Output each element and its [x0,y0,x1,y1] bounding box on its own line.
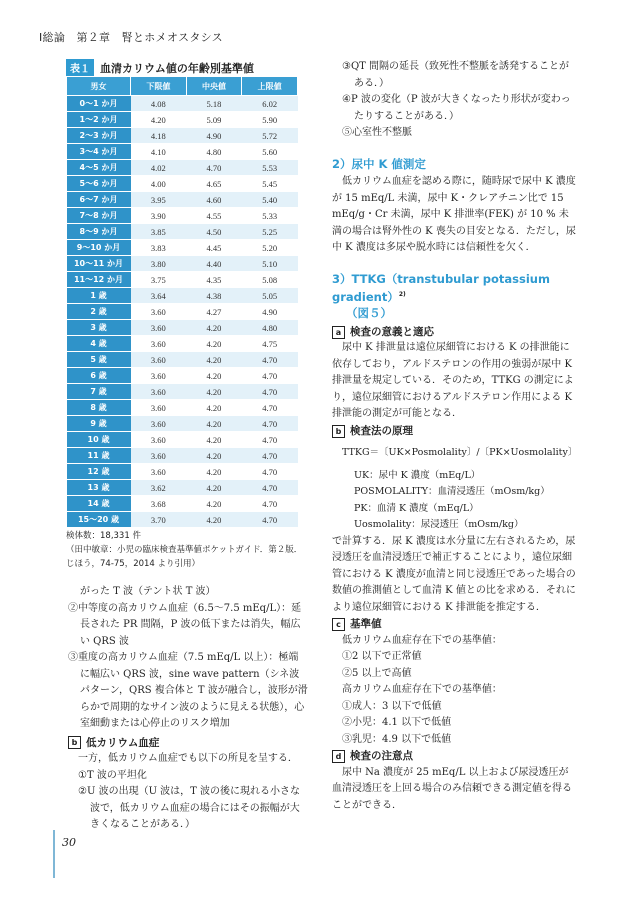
ttkg-figure-ref: （図５） [346,306,392,321]
age-cell: 11〜12 か月 [67,272,131,288]
hypok-item-2: ②U 波の出現（U 波は，T 波の後に現れる小さな波で，低カリウム血症の場合にはその振幅が大きくなることがある．） [78,786,301,830]
ttkg-d-badge: d [332,750,345,763]
median-cell: 4.90 [186,128,242,144]
upper-cell: 5.90 [242,112,298,128]
median-cell: 4.20 [186,352,242,368]
table-row [67,256,298,272]
lower-cell: 3.83 [131,240,187,256]
ref-high-k-1: ①成人：3 以下で低値 [342,700,442,712]
lower-cell: 3.70 [131,512,187,528]
upper-cell: 4.70 [242,448,298,464]
median-cell: 4.80 [186,144,242,160]
median-cell: 4.20 [186,480,242,496]
upper-cell: 4.70 [242,432,298,448]
table-row [67,288,298,304]
ttkg-a-title: 検査の意義と適応 [350,325,434,338]
lower-cell: 3.60 [131,416,187,432]
left-margin-rule [53,830,55,878]
hypok-heading [68,735,308,752]
def-pk: PK：血清 K 濃度（mEq/L） [354,502,479,514]
table-row [67,384,298,400]
section-urine-k-title: 2）尿中 K 値測定 [332,156,426,171]
ttkg-c-title: 基準値 [350,618,382,631]
table-row [67,448,298,464]
median-cell: 4.20 [186,320,242,336]
ttkg-d-body: 尿中 Na 濃度が 25 mEq/L 以上および尿浸透圧が血清浸透圧を上回る場合のみ信頼できる測定値を得ることができる． [332,766,572,811]
table-row [67,336,298,352]
table-row [67,512,298,528]
age-cell: 6 歳 [67,368,131,384]
ttkg-b-body: で計算する．尿 K 濃度は水分量に左右されるため，尿浸透圧を血清浸透圧で補正することにより，遠位尿細管における K 濃度が血清と同じ浸透圧であった場合の数値の推測値として血清 K 値との比を求める．それにより遠位尿細管における K 排泄能を推定する． [332,535,576,613]
upper-cell: 4.70 [242,464,298,480]
lower-cell: 3.60 [131,448,187,464]
lower-cell: 4.02 [131,160,187,176]
ecg-item-5: ⑤心室性不整脈 [342,127,412,138]
age-cell: 1〜2 か月 [67,112,131,128]
median-cell: 5.09 [186,112,242,128]
lower-cell: 3.60 [131,320,187,336]
upper-cell: 4.80 [242,320,298,336]
table-title-text: 血清カリウム値の年齢別基準値 [100,62,254,75]
ttkg-d-heading [332,748,576,765]
table-row [67,240,298,256]
table-row [67,272,298,288]
age-cell: 10 歳 [67,432,131,448]
upper-cell: 5.72 [242,128,298,144]
ttkg-a-badge: a [332,326,345,339]
upper-cell: 4.70 [242,480,298,496]
age-cell: 0〜1 か月 [67,96,131,112]
upper-cell: 5.40 [242,192,298,208]
median-cell: 4.50 [186,224,242,240]
median-cell: 4.20 [186,464,242,480]
table-row [67,112,298,128]
lower-cell: 4.00 [131,176,187,192]
age-cell: 14 歳 [67,496,131,512]
upper-cell: 4.70 [242,368,298,384]
lower-cell: 3.75 [131,272,187,288]
upper-cell: 4.75 [242,336,298,352]
age-cell: 2〜3 か月 [67,128,131,144]
lower-cell: 4.20 [131,112,187,128]
age-cell: 4〜5 か月 [67,160,131,176]
upper-cell: 4.70 [242,416,298,432]
upper-cell: 5.60 [242,144,298,160]
upper-cell: 4.70 [242,496,298,512]
header-median: 中央値 [186,77,242,96]
upper-cell: 5.05 [242,288,298,304]
table-row [67,400,298,416]
lower-cell: 3.80 [131,256,187,272]
header-lower: 下限値 [131,77,187,96]
lower-cell: 3.60 [131,336,187,352]
age-cell: 6〜7 か月 [67,192,131,208]
ttkg-formula: TTKG＝〔UK×Posmolality〕/〔PK×Uosmolality〕 [342,447,578,459]
age-cell: 7 歳 [67,384,131,400]
hypok-badge: b [68,736,81,749]
table-row [67,304,298,320]
median-cell: 4.60 [186,192,242,208]
hypok-title: 低カリウム血症 [86,736,160,749]
age-cell: 1 歳 [67,288,131,304]
age-cell: 7〜8 か月 [67,208,131,224]
table-row [67,192,298,208]
running-header: Ⅰ総論 第２章 腎とホメオスタシス [39,31,223,44]
ref-low-k-1: ①2 以下で正常値 [342,651,422,663]
hypok-item-1: ①T 波の平坦化 [78,769,147,781]
upper-cell: 5.33 [242,208,298,224]
median-cell: 4.20 [186,384,242,400]
table-row [67,144,298,160]
lower-cell: 3.60 [131,352,187,368]
age-cell: 2 歳 [67,304,131,320]
lower-cell: 3.60 [131,384,187,400]
ecg-item-3: ③QT 間隔の延長（致死性不整脈を誘発することがある．） [342,61,570,89]
upper-cell: 4.70 [242,384,298,400]
ref-high-k-2: ②小児：4.1 以下で低値 [342,717,452,729]
table-row [67,416,298,432]
median-cell: 4.35 [186,272,242,288]
median-cell: 4.70 [186,160,242,176]
age-cell: 3 歳 [67,320,131,336]
lower-cell: 3.68 [131,496,187,512]
median-cell: 4.20 [186,368,242,384]
ref-low-k-2: ②5 以上で高値 [342,667,412,679]
age-cell: 11 歳 [67,448,131,464]
upper-cell: 4.90 [242,304,298,320]
age-cell: 15〜20 歳 [67,512,131,528]
median-cell: 4.65 [186,176,242,192]
median-cell: 4.20 [186,400,242,416]
upper-cell: 4.70 [242,400,298,416]
lower-cell: 3.60 [131,464,187,480]
lower-cell: 3.62 [131,480,187,496]
page-number: 30 [62,836,76,849]
lower-cell: 3.60 [131,304,187,320]
ref-high-k-3: ③乳児：4.9 以下で低値 [342,733,452,745]
upper-cell: 4.70 [242,352,298,368]
table-row [67,480,298,496]
def-posm: POSMOLALITY：血清浸透圧（mOsm/kg） [354,486,550,498]
age-cell: 4 歳 [67,336,131,352]
ttkg-b-badge: b [332,425,345,438]
age-cell: 8〜9 か月 [67,224,131,240]
age-cell: 5〜6 か月 [67,176,131,192]
section-ttkg-title [332,271,576,306]
median-cell: 4.20 [186,432,242,448]
median-cell: 4.55 [186,208,242,224]
upper-cell: 6.02 [242,96,298,112]
table-row [67,224,298,240]
age-cell: 9〜10 か月 [67,240,131,256]
header-sex: 男女 [67,77,131,96]
table-row [67,432,298,448]
median-cell: 4.27 [186,304,242,320]
right-column [332,59,576,814]
header-upper: 上限値 [242,77,298,96]
upper-cell: 5.53 [242,160,298,176]
def-uk: UK：尿中 K 濃度（mEq/L） [354,469,481,481]
upper-cell: 5.45 [242,176,298,192]
ttkg-a-body: 尿中 K 排泄量は遠位尿細管における K の排泄能に依存しており，アルドステロンの作用の強弱が尿中 K 排泄量を規定している．そのため，TTKG の測定により，遠位尿細管におけるアルドステロン作用による K 排泄能の測定が可能となる． [332,342,574,420]
median-cell: 4.20 [186,512,242,528]
table-header-row [67,77,298,96]
hypok-intro: 一方，低カリウム血症でも以下の所見を呈する． [78,753,298,764]
table-row [67,160,298,176]
potassium-reference-table [66,76,298,528]
ttkg-b-heading [332,423,576,440]
lower-cell: 4.08 [131,96,187,112]
table-row [67,208,298,224]
lower-cell: 3.60 [131,400,187,416]
lower-cell: 3.95 [131,192,187,208]
median-cell: 4.20 [186,448,242,464]
upper-cell: 5.10 [242,256,298,272]
ttkg-b-title: 検査法の原理 [350,424,413,437]
hyperk-item-1-cont: がった T 波（テント状 T 波） [80,586,216,597]
table-row [67,320,298,336]
ref-high-k-label: 高カリウム血症存在下での基準値： [342,684,502,696]
age-cell: 5 歳 [67,352,131,368]
section-urine-k-body: 低カリウム血症を認める際に，随時尿で尿中 K 濃度が 15 mEq/L 未満，尿中 K・クレアチニン比で 15 mEq/g・Cr 未満，尿中 K 排泄率(FEK) が 10 % 未満の場合は腎外性の K 喪失の目安となる．ただし，尿中 K 濃度は多尿や脱水時には信頼性を欠く． [332,176,576,253]
age-cell: 8 歳 [67,400,131,416]
lower-cell: 3.90 [131,208,187,224]
age-cell: 3〜4 か月 [67,144,131,160]
lower-cell: 4.10 [131,144,187,160]
median-cell: 4.38 [186,288,242,304]
table-row [67,176,298,192]
lower-cell: 3.60 [131,368,187,384]
lower-cell: 3.60 [131,432,187,448]
median-cell: 4.20 [186,336,242,352]
median-cell: 5.18 [186,96,242,112]
table-row [67,352,298,368]
median-cell: 4.45 [186,240,242,256]
table-row [67,128,298,144]
hyperk-item-3: ③重度の高カリウム血症（7.5 mEq/L 以上）：極端に幅広い QRS 波，sine wave pattern（シネ波パターン，QRS 複合体と T 波が融合し，波形が滑らかで周期的なサイン波のように見える状態），心室細動または心停止のリスク増加 [68,652,308,729]
table-row [67,368,298,384]
upper-cell: 5.25 [242,224,298,240]
upper-cell: 5.08 [242,272,298,288]
table-note-source: （田中敏章：小児の臨床検査基準値ポケットガイド．第２版．じほう，74-75，2014 より引用） [66,545,303,569]
median-cell: 4.20 [186,416,242,432]
ttkg-a-heading [332,324,576,341]
lower-cell: 3.64 [131,288,187,304]
ref-low-k-label: 低カリウム血症存在下での基準値： [342,634,502,646]
hyperk-item-2: ②中等度の高カリウム血症（6.5〜7.5 mEq/L）：延長された PR 間隔，P 波の低下または消失，幅広い QRS 波 [68,602,302,647]
table-row [67,496,298,512]
age-cell: 12 歳 [67,464,131,480]
ttkg-ref: 2) [398,291,406,298]
ttkg-title-text: 3）TTKG（transtubular potassium gradient） [332,271,550,304]
table-row [67,464,298,480]
age-cell: 9 歳 [67,416,131,432]
def-uosm: Uosmolality：尿浸透圧（mOsm/kg） [354,519,524,531]
lower-cell: 3.85 [131,224,187,240]
ttkg-c-badge: c [332,618,345,631]
median-cell: 4.20 [186,496,242,512]
left-column [68,584,308,834]
age-cell: 10〜11 か月 [67,256,131,272]
table-note-count: 検体数：18,331 件 [66,531,141,541]
median-cell: 4.40 [186,256,242,272]
upper-cell: 5.20 [242,240,298,256]
lower-cell: 4.18 [131,128,187,144]
ecg-item-4: ④P 波の変化（P 波が大きくなったり形状が変わったりすることがある．） [342,94,571,122]
upper-cell: 4.70 [242,512,298,528]
table-title [66,59,254,76]
table-row [67,96,298,112]
ttkg-c-heading [332,616,576,633]
table-tag: 表１ [66,59,94,76]
ttkg-d-title: 検査の注意点 [350,750,413,763]
age-cell: 13 歳 [67,480,131,496]
